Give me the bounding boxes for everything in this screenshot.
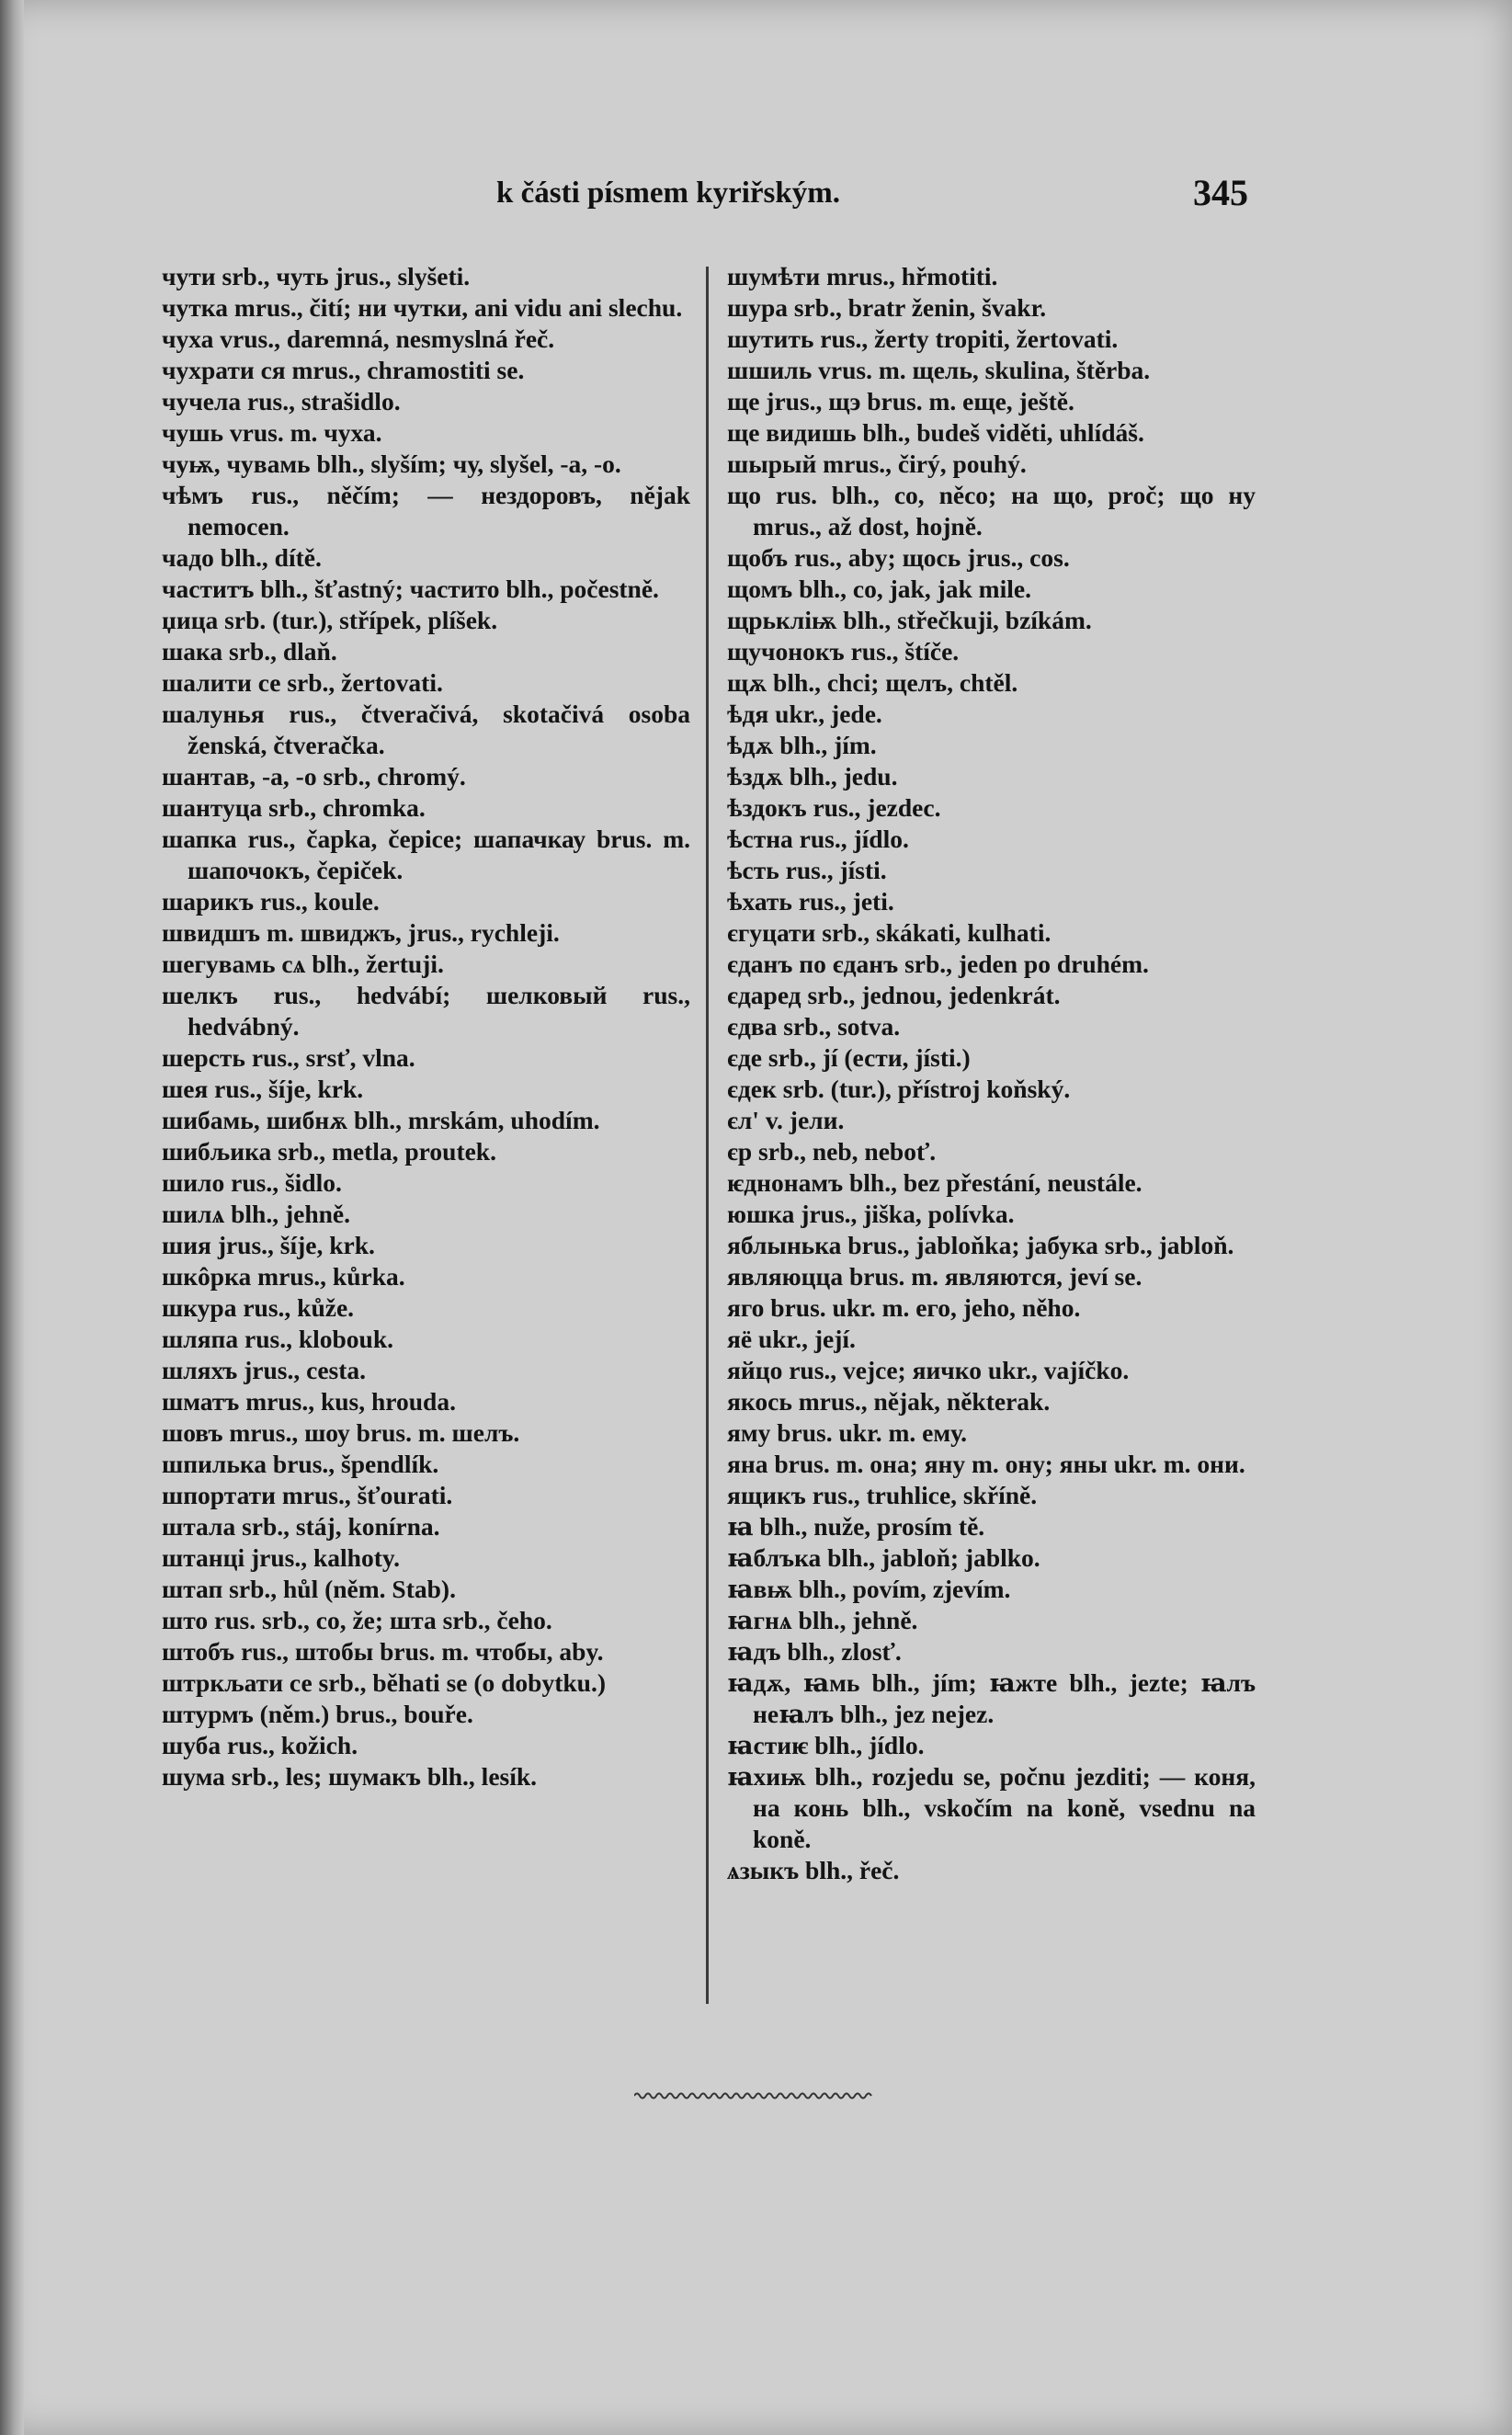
dictionary-entry: шалунья rus., čtveračivá, skotačivá osoba ženská, čtveračka. xyxy=(162,700,690,759)
dictionary-entry: ꙗблъка blh., jabloň; jablko. xyxy=(727,1543,1040,1572)
running-header: k části písmem kyriřským. xyxy=(496,176,840,210)
dictionary-entry: ѣстна rus., jídlo. xyxy=(727,825,909,853)
dictionary-entry: шантуца srb., chromka. xyxy=(162,793,426,822)
dictionary-entry: яё ukr., její. xyxy=(727,1325,856,1353)
dictionary-entry: шибљика srb., metla, proutek. xyxy=(162,1137,496,1166)
dictionary-entry: ѣхать rus., jeti. xyxy=(727,887,894,916)
dictionary-entry: чухрати ся mrus., chramostiti se. xyxy=(162,356,525,384)
dictionary-entry: чадо blh., dítě. xyxy=(162,543,322,572)
dictionary-entry: чѣмъ rus., něčím; — нездоровъ, nějak nemocen. xyxy=(162,481,690,540)
dictionary-entry: яму brus. ukr. m. ему. xyxy=(727,1418,967,1447)
dictionary-entry: чутка mrus., čití; ни чутки, ani vidu ani slechu. xyxy=(162,293,683,322)
dictionary-entry: щѫ blh., chci; щелъ, chtěl. xyxy=(727,668,1018,697)
dictionary-entry: шкôрка mrus., kůrka. xyxy=(162,1262,405,1291)
dictionary-entry: шшиль vrus. m. щель, skulina, štěrba. xyxy=(727,356,1151,384)
dictionary-entry: єгуцати srb., skákati, kulhati. xyxy=(727,918,1052,947)
dictionary-entry: ꙗгнѧ blh., jehně. xyxy=(727,1606,918,1634)
dictionary-entry: шура srb., bratr ženin, švakr. xyxy=(727,293,1047,322)
dictionary-entry: шея rus., šíje, krk. xyxy=(162,1075,364,1103)
dictionary-entry: шегувамь сѧ blh., žertuji. xyxy=(162,950,444,978)
dictionary-entry: шовъ mrus., шоу brus. m. шелъ. xyxy=(162,1418,520,1447)
dictionary-entry: ящикъ rus., truhlice, skříně. xyxy=(727,1481,1038,1509)
dictionary-entry: швидшъ m. швиджъ, jrus., rychleji. xyxy=(162,918,560,947)
dictionary-entry: ѣздокъ rus., jezdec. xyxy=(727,793,941,822)
dictionary-entry: ꙗстиѥ blh., jídlo. xyxy=(727,1731,925,1759)
dictionary-entry: штркљати се srb., běhati se (o dobytku.) xyxy=(162,1668,607,1697)
page-number: 345 xyxy=(1193,172,1248,213)
dictionary-entry: юшка jrus., jiška, polívka. xyxy=(727,1200,1015,1228)
dictionary-entry: єде srb., jí (ести, jísti.) xyxy=(727,1043,971,1072)
dictionary-entry: єдек srb. (tur.), přístroj koňský. xyxy=(727,1075,1071,1103)
dictionary-entry: шарикъ rus., koule. xyxy=(162,887,380,916)
dictionary-entry: што rus. srb., co, že; шта srb., čeho. xyxy=(162,1606,552,1634)
dictionary-entry: џица srb. (tur.), střípek, plíšek. xyxy=(162,606,498,634)
dictionary-entry: шибамь, шибнѫ blh., mrskám, uhodím. xyxy=(162,1106,600,1134)
dictionary-entry: ѥднонамъ blh., bez přestání, neustále. xyxy=(727,1168,1143,1197)
dictionary-entry: ѣздѫ blh., jedu. xyxy=(727,762,898,791)
dictionary-entry: шума srb., les; шумакъ blh., lesík. xyxy=(162,1762,538,1791)
left-column xyxy=(162,261,690,1792)
dictionary-entry: яго brus. ukr. m. его, jeho, něho. xyxy=(727,1293,1081,1322)
column-divider xyxy=(706,267,709,2004)
dictionary-entry: шака srb., dlaň. xyxy=(162,637,337,666)
dictionary-entry: шапка rus., čapka, čepice; шапачкау brus. m. шапочокъ, čepiček. xyxy=(162,825,690,884)
dictionary-entry: шутить rus., žerty tropiti, žertovati. xyxy=(727,324,1119,353)
dictionary-entry: ѣсть rus., jísti. xyxy=(727,856,887,884)
dictionary-entry: єданъ по єданъ srb., jeden po druhém. xyxy=(727,950,1149,978)
dictionary-entry: ꙗ blh., nuže, prosím tě. xyxy=(727,1512,985,1541)
dictionary-entry: шило rus., šidlo. xyxy=(162,1168,342,1197)
dictionary-entry: єр srb., neb, neboť. xyxy=(727,1137,937,1166)
dictionary-entry: ѣдя ukr., jede. xyxy=(727,700,882,728)
dictionary-entry: штанці jrus., kalhoty. xyxy=(162,1543,400,1572)
dictionary-entry: шумѣти mrus., hřmotiti. xyxy=(727,262,998,290)
dictionary-entry: частитъ blh., šťastný; частито blh., počestně. xyxy=(162,575,659,603)
dictionary-entry: яйцо rus., vejce; яичко ukr., vajíčko. xyxy=(727,1356,1130,1384)
dictionary-entry: шляпа rus., klobouk. xyxy=(162,1325,394,1353)
dictionary-entry: чушь vrus. m. чуха. xyxy=(162,418,382,447)
dictionary-entry: шантав, -a, -o srb., chromý. xyxy=(162,762,466,791)
dictionary-entry: ще видишь blh., budeš viděti, uhlídáš. xyxy=(727,418,1144,447)
dictionary-entry: чуха vrus., daremná, nesmyslná řeč. xyxy=(162,324,555,353)
dictionary-entry: ꙗдѫ, ꙗмь blh., jím; ꙗжте blh., jezte; ꙗлъ неꙗлъ blh., jez nejez. xyxy=(727,1668,1256,1728)
dictionary-entry: шия jrus., šíje, krk. xyxy=(162,1231,375,1259)
dictionary-entry: щобъ rus., aby; щось jrus., cos. xyxy=(727,543,1070,572)
dictionary-entry: шалити се srb., žertovati. xyxy=(162,668,443,697)
dictionary-entry: штурмъ (něm.) brus., bouře. xyxy=(162,1700,473,1728)
dictionary-entry: що rus. blh., co, něco; на що, proč; що ну mrus., až dost, hojně. xyxy=(727,481,1256,540)
dictionary-entry: шуба rus., kožich. xyxy=(162,1731,358,1759)
dictionary-entry: шерсть rus., srsť, vlna. xyxy=(162,1043,415,1072)
dictionary-entry: єдва srb., sotva. xyxy=(727,1012,901,1041)
dictionary-entry: ꙗвѭ blh., povím, zjevím. xyxy=(727,1575,1011,1603)
dictionary-entry: якось mrus., nějak, některak. xyxy=(727,1387,1051,1416)
dictionary-entry: яна brus. m. она; яну m. ону; яны ukr. m. они. xyxy=(727,1450,1245,1478)
page-binding-edge xyxy=(0,0,24,2435)
dictionary-entry: яблынька brus., jabloňka; јабука srb., jabloň. xyxy=(727,1231,1234,1259)
dictionary-entry: щучонокъ rus., štíče. xyxy=(727,637,960,666)
dictionary-entry: шпилька brus., špendlík. xyxy=(162,1450,439,1478)
dictionary-entry: ѣдѫ blh., jím. xyxy=(727,731,877,759)
end-ornament-wavy-line xyxy=(634,2088,873,2103)
dictionary-entry: шпортати mrus., šťourati. xyxy=(162,1481,453,1509)
dictionary-entry: чути srb., чуть jrus., slyšeti. xyxy=(162,262,471,290)
dictionary-entry: ѧзыкъ blh., řeč. xyxy=(727,1856,900,1884)
dictionary-entry: шляхъ jrus., cesta. xyxy=(162,1356,367,1384)
right-column xyxy=(727,261,1256,1886)
dictionary-entry: штобъ rus., штобы brus. m. чтобы, aby. xyxy=(162,1637,604,1666)
dictionary-entry: чучела rus., strašidlo. xyxy=(162,387,401,415)
dictionary-entry: ꙗхиѭ blh., rozjedu se, počnu jezditi; — коня, на конь blh., vskočím na koně, vsednu na koně. xyxy=(727,1762,1256,1853)
dictionary-entry: штап srb., hůl (něm. Stab). xyxy=(162,1575,456,1603)
dictionary-entry: штала srb., stáj, konírna. xyxy=(162,1512,440,1541)
dictionary-entry: ще jrus., щэ brus. m. еще, ještě. xyxy=(727,387,1074,415)
dictionary-entry: щрькліѭ blh., střečkuji, bzíkám. xyxy=(727,606,1092,634)
dictionary-entry: щомъ blh., co, jak, jak mile. xyxy=(727,575,1031,603)
dictionary-entry: шелкъ rus., hedvábí; шелковый rus., hedvábný. xyxy=(162,981,690,1041)
dictionary-entry: чуѭ, чувамь blh., slyším; чу, slyšel, -a, -o. xyxy=(162,449,621,478)
dictionary-entry: ꙗдъ blh., zlosť. xyxy=(727,1637,902,1666)
dictionary-entry: шкура rus., kůže. xyxy=(162,1293,355,1322)
dictionary-entry: шилѧ blh., jehně. xyxy=(162,1200,351,1228)
dictionary-entry: єдаред srb., jednou, jedenkrát. xyxy=(727,981,1061,1009)
dictionary-entry: являюцца brus. m. являются, jeví se. xyxy=(727,1262,1143,1291)
dictionary-entry: шырый mrus., čirý, pouhý. xyxy=(727,449,1027,478)
dictionary-entry: єл' v. јели. xyxy=(727,1106,845,1134)
dictionary-entry: шматъ mrus., kus, hrouda. xyxy=(162,1387,456,1416)
